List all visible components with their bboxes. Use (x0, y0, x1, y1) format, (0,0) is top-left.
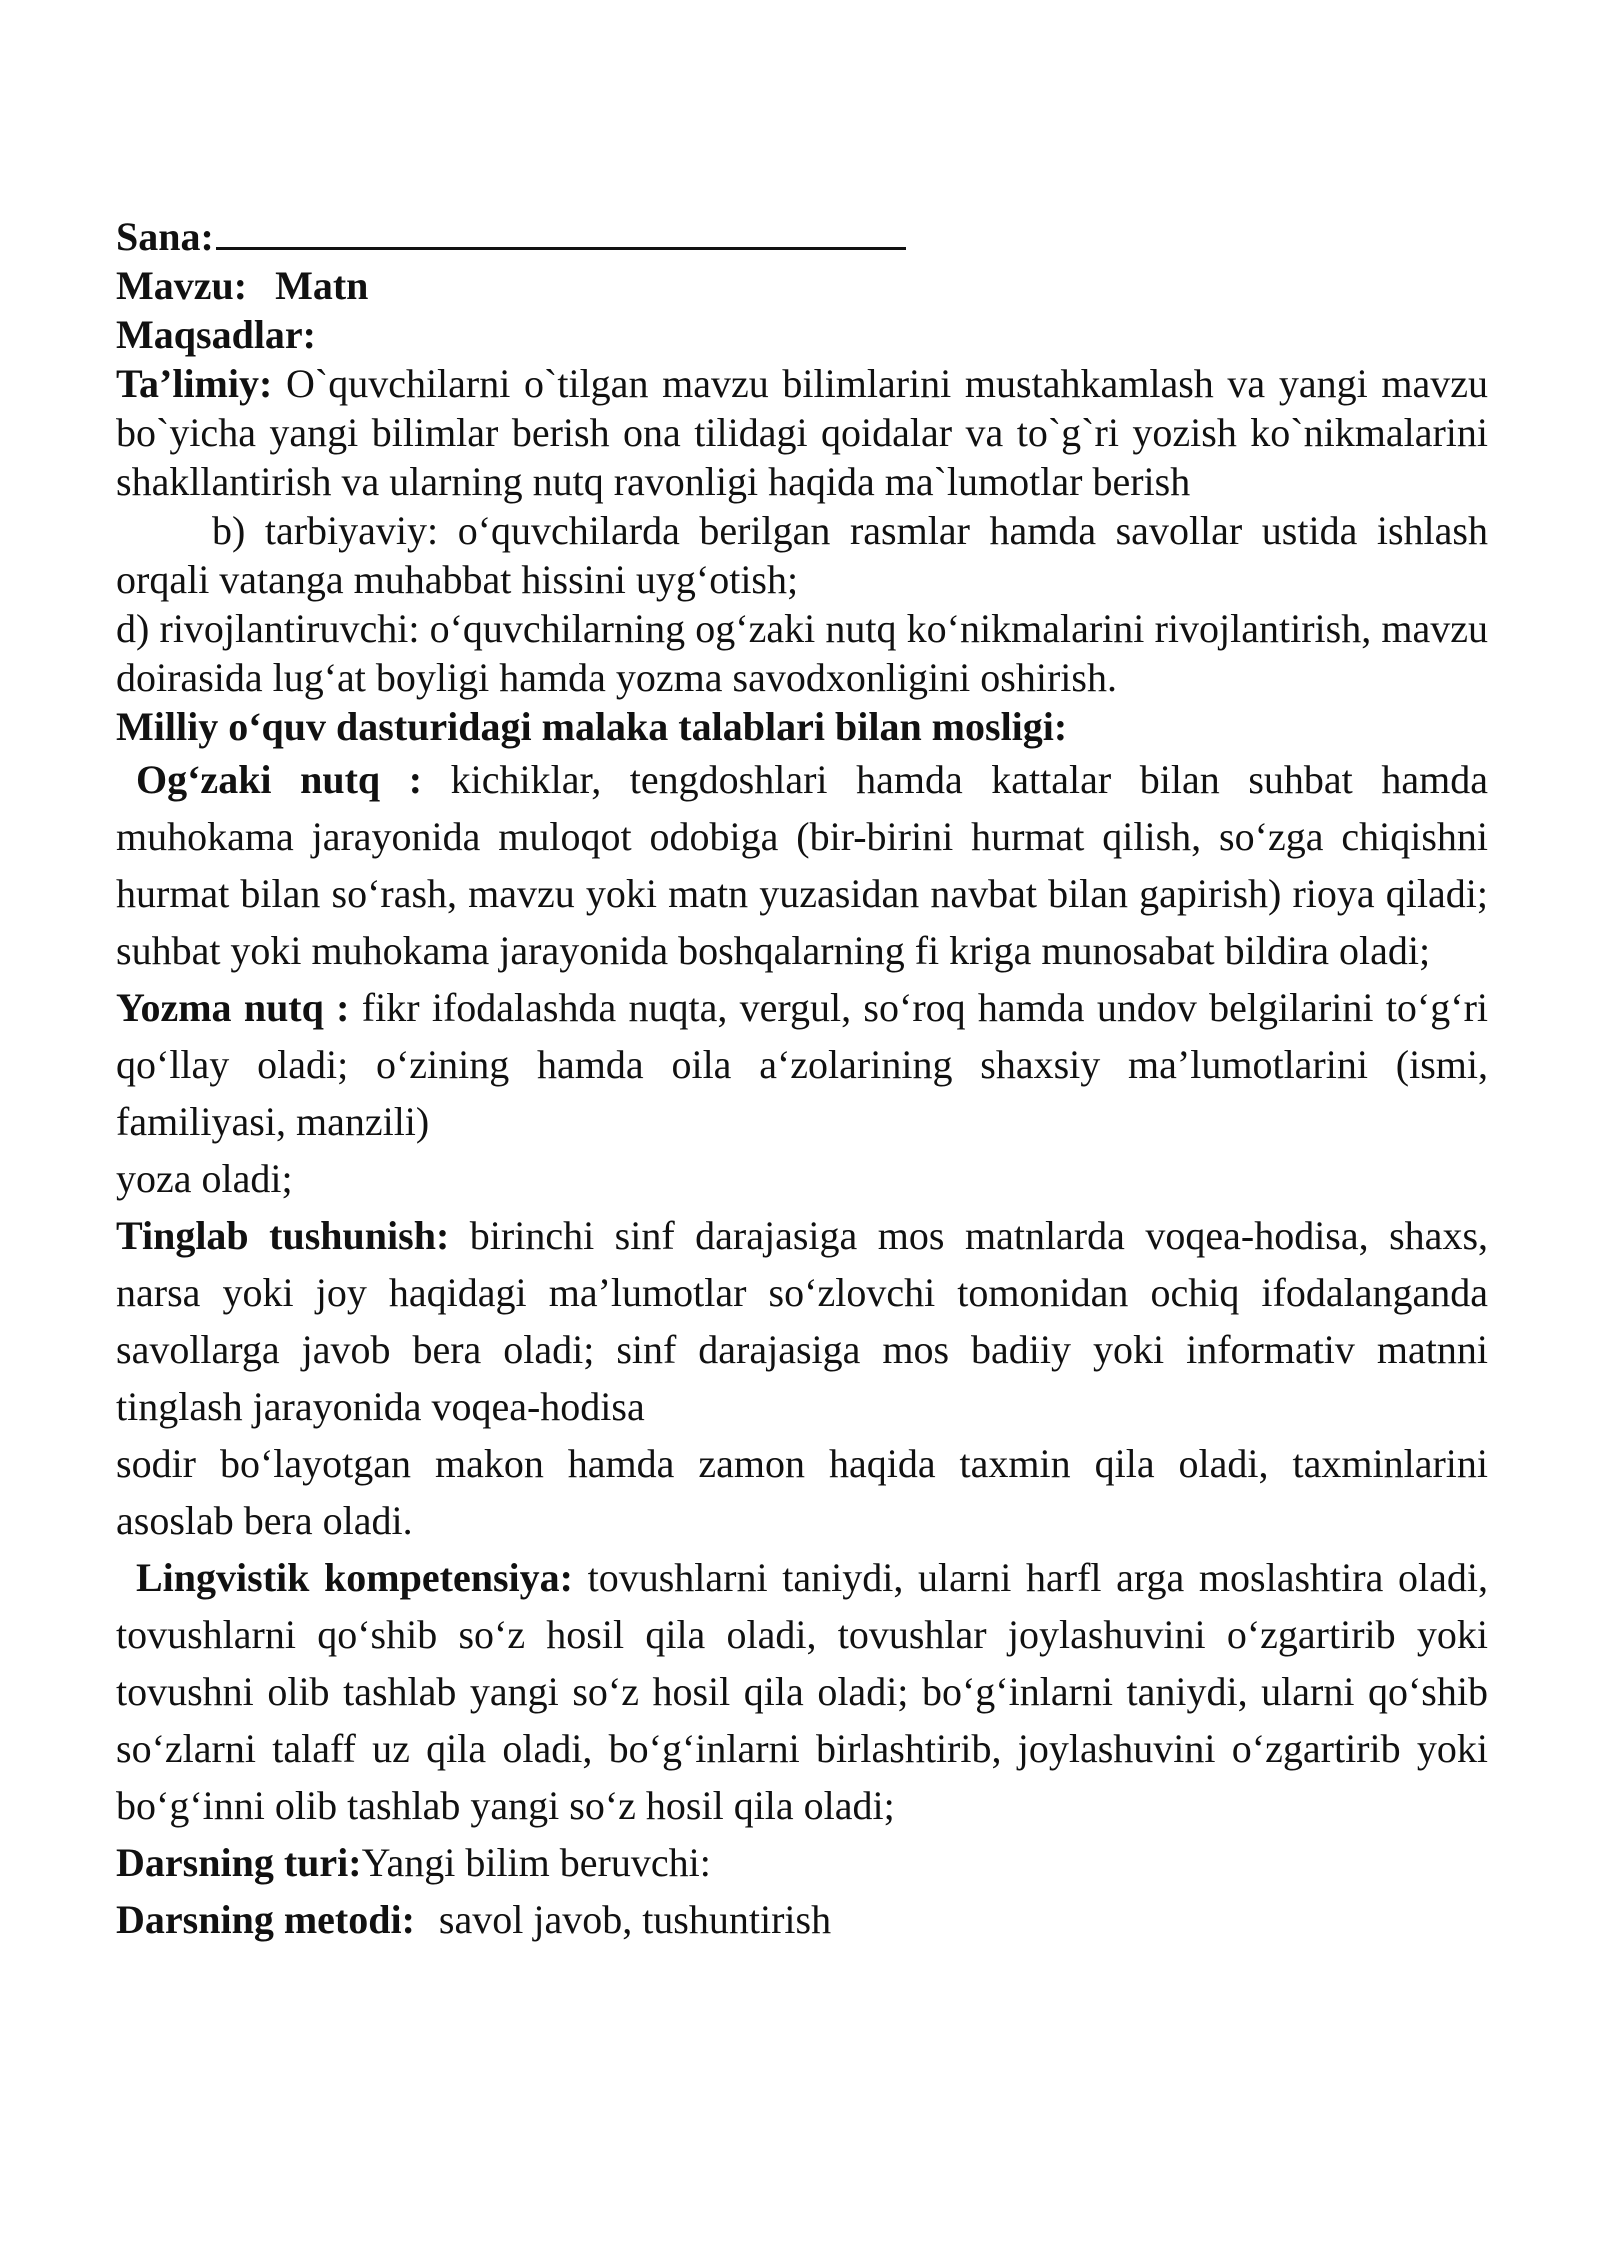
darsning-metodi-row (116, 1891, 1488, 1948)
ogzaki-label: Og‘zaki nutq : (136, 757, 423, 802)
standards-heading: Milliy o‘quv dasturidagi malaka talablari bilan mosligi: (116, 704, 1068, 749)
lingvistik-paragraph (116, 1549, 1488, 1834)
darsning-turi-value: Yangi bilim beruvchi: (361, 1840, 711, 1885)
tinglab-paragraph (116, 1207, 1488, 1435)
sana-blank-line (216, 213, 906, 250)
darsning-turi-label: Darsning turi: (116, 1840, 362, 1885)
darsning-metodi-label: Darsning metodi: (116, 1897, 415, 1942)
yozma-paragraph (116, 979, 1488, 1150)
tinglab-continuation: sodir bo‘layotgan makon hamda zamon haqida taxmin qila oladi, taxminlarini asoslab bera oladi. (116, 1441, 1488, 1543)
tinglab-text: birinchi sinf darajasiga mos matnlarda voqea-hodisa, shaxs, narsa yoki joy haqidagi ma’lumotlar so‘zlovchi tomonidan ochiq ifodalanganda savollarga javob bera oladi; sinf darajasiga mos badiiy yoki informativ matnni tinglash jarayonida voqea-hodisa (116, 1213, 1489, 1429)
darsning-turi-row (116, 1834, 1488, 1891)
talimiy-text: O`quvchilarni o`tilgan mavzu bilimlarini mustahkamlash va yangi mavzu bo`yicha yangi bilimlar berish ona tilidagi qoidalar va to`g`ri yozish ko`nikmalarini shakllantirish va ularning nutq ravonligi haqida ma`lumotlar berish (116, 361, 1488, 504)
lingvistik-text: tovushlarni taniydi, ularni harfl arga moslashtira oladi, tovushlarni qo‘shib so‘z hosil qila oladi, tovushlar joylashuvini o‘zgartirib yoki tovushni olib tashlab yangi so‘z hosil qila oladi; bo‘g‘inlarni taniydi, ularni qo‘shib so‘zlarni talaff uz qila oladi, bo‘g‘inlarni birlashtirib, joylashuvini o‘zgartirib yoki bo‘g‘inni olib tashlab yangi so‘z hosil qila oladi; (116, 1555, 1488, 1828)
header-section (116, 212, 1488, 359)
maqsadlar-label: Maqsadlar: (116, 312, 316, 357)
ogzaki-text: kichiklar, tengdoshlari hamda kattalar bilan suhbat hamda muhokama jarayonida muloqot odobiga (bir-birini hurmat qilish, so‘zga chiqishni hurmat bilan so‘rash, mavzu yoki matn yuzasidan navbat bilan gapirish) rioya qiladi; suhbat yoki muhokama jarayonida boshqalarning fi kriga munosabat bildira oladi; (116, 757, 1488, 973)
mavzu-value: Matn (275, 263, 369, 308)
talimiy-label: Ta’limiy: (116, 361, 273, 406)
lesson-plan-page (116, 212, 1488, 1948)
tarbiyaviy-paragraph (116, 506, 1488, 604)
ogzaki-paragraph (116, 751, 1488, 979)
tinglab-label: Tinglab tushunish: (116, 1213, 450, 1258)
rivojlantiruvchi-paragraph: d) rivojlantiruvchi: o‘quvchilarning og‘zaki nutq ko‘nikmalarini rivojlantirish, mavzu doirasida lug‘at boyligi hamda yozma savodxonligini oshirish. (116, 606, 1488, 700)
mavzu-label: Mavzu: (116, 263, 248, 308)
goals-section (116, 359, 1488, 751)
tarbiyaviy-text: b) tarbiyaviy: o‘quvchilarda berilgan rasmlar hamda savollar ustida ishlash orqali vatanga muhabbat hissini uyg‘otish; (116, 508, 1488, 602)
sana-label: Sana: (116, 214, 214, 259)
yozma-label: Yozma nutq : (116, 985, 350, 1030)
mavzu-row (116, 261, 1488, 310)
yozma-continuation: yoza oladi; (116, 1156, 293, 1201)
talimiy-paragraph (116, 359, 1488, 506)
standards-section (116, 751, 1488, 1948)
sana-row (116, 212, 1488, 261)
lingvistik-label: Lingvistik kompetensiya: (136, 1555, 573, 1600)
darsning-metodi-value: savol javob, tushuntirish (438, 1897, 832, 1942)
yozma-text: fikr ifodalashda nuqta, vergul, so‘roq hamda undov belgilarini to‘g‘ri qo‘llay oladi; o‘zining hamda oila a‘zolarining shaxsiy ma’lumotlarini (ismi, familiyasi, manzili) (116, 985, 1489, 1144)
